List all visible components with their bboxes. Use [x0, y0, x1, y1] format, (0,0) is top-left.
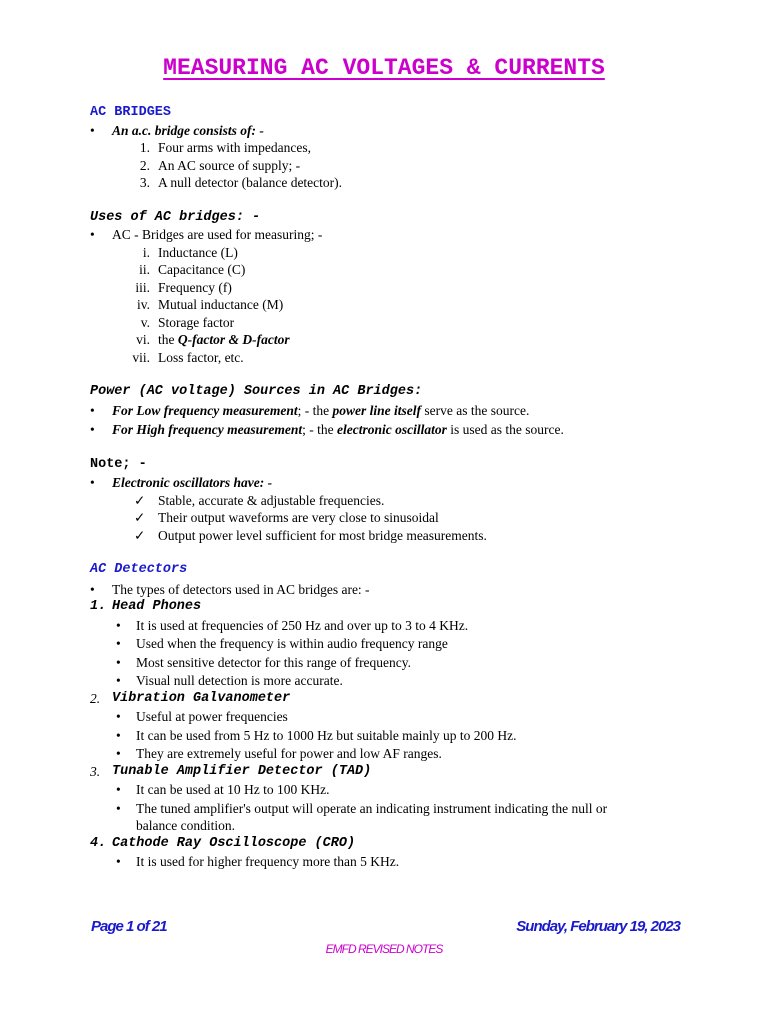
list-item: • The tuned amplifier's output will operate an indicating instrument indicating the null or [90, 800, 690, 818]
checklist-item: ✓ Stable, accurate & adjustable frequencies. [134, 492, 385, 508]
list-item: • An a.c. bridge consists of: - [90, 122, 690, 140]
section-heading-power-sources: Power (AC voltage) Sources in AC Bridges: [90, 384, 423, 399]
list-item: iv. Mutual inductance (M) [137, 297, 284, 312]
list-item: • Useful at power frequencies [90, 708, 690, 726]
check-icon: ✓ [134, 510, 146, 525]
page-title: MEASURING AC VOLTAGES & CURRENTS [163, 55, 605, 81]
section-heading-ac-bridges: AC BRIDGES [90, 105, 172, 120]
list-item: vii. Loss factor, etc. [132, 349, 244, 365]
list-item: vi. the Q-factor & D-factor [136, 332, 290, 347]
list-item: • It is used at frequencies of 250 Hz and over up to 3 to 4 KHz. [90, 617, 690, 635]
list-item: i. Inductance (L) [142, 244, 238, 260]
list-item: • Electronic oscillators have: - [90, 474, 690, 492]
detector-heading: 2. Vibration Galvanometer [90, 690, 291, 706]
list-item: • The types of detectors used in AC bridges are: - [90, 581, 690, 599]
list-item: • It can be used from 5 Hz to 1000 Hz but suitable mainly up to 200 Hz. [90, 727, 690, 745]
list-item: ii. Capacitance (C) [139, 262, 246, 277]
list-item: 2. An AC source of supply; - [139, 157, 301, 173]
list-item-continuation: balance condition. [136, 818, 235, 833]
list-item: • For High frequency measurement; - the electronic oscillator is used as the source. [90, 421, 690, 439]
footer-note: EMFD REVISED NOTES [325, 942, 443, 956]
list-item: v. Storage factor [140, 314, 235, 330]
list-item: iii. Frequency (f) [135, 279, 232, 295]
page-number: Page 1 of 21 [91, 918, 167, 935]
document-body [90, 104, 690, 871]
list-item: • AC - Bridges are used for measuring; - [90, 226, 690, 244]
list-item: • Most sensitive detector for this range of frequency. [90, 654, 690, 672]
detector-heading: 1. Head Phones [90, 599, 202, 614]
checklist-item: ✓ Output power level sufficient for most bridge measurements. [134, 527, 487, 543]
detector-heading: 4. Cathode Ray Oscilloscope (CRO) [90, 835, 356, 851]
checklist-item: ✓ Their output waveforms are very close to sinusoidal [134, 510, 439, 525]
check-icon: ✓ [134, 492, 146, 508]
section-heading-uses: Uses of AC bridges: - [90, 209, 261, 225]
list-item: • Visual null detection is more accurate. [90, 672, 690, 690]
detector-heading: 3. Tunable Amplifier Detector (TAD) [90, 763, 372, 779]
list-item: • For Low frequency measurement; - the power line itself serve as the source. [90, 402, 690, 420]
list-item: • Used when the frequency is within audio frequency range [90, 635, 690, 653]
section-heading-note: Note; - [90, 456, 147, 472]
section-heading-ac-detectors: AC Detectors [90, 562, 188, 577]
list-item: 3. A null detector (balance detector). [139, 175, 343, 190]
check-icon: ✓ [134, 527, 146, 543]
list-item: • It is used for higher frequency more than 5 KHz. [90, 853, 690, 871]
list-item: • They are extremely useful for power and low AF ranges. [90, 745, 690, 763]
list-item: • It can be used at 10 Hz to 100 KHz. [90, 781, 690, 799]
footer-date: Sunday, February 19, 2023 [516, 918, 680, 935]
list-item: 1. Four arms with impedances, [139, 140, 311, 155]
